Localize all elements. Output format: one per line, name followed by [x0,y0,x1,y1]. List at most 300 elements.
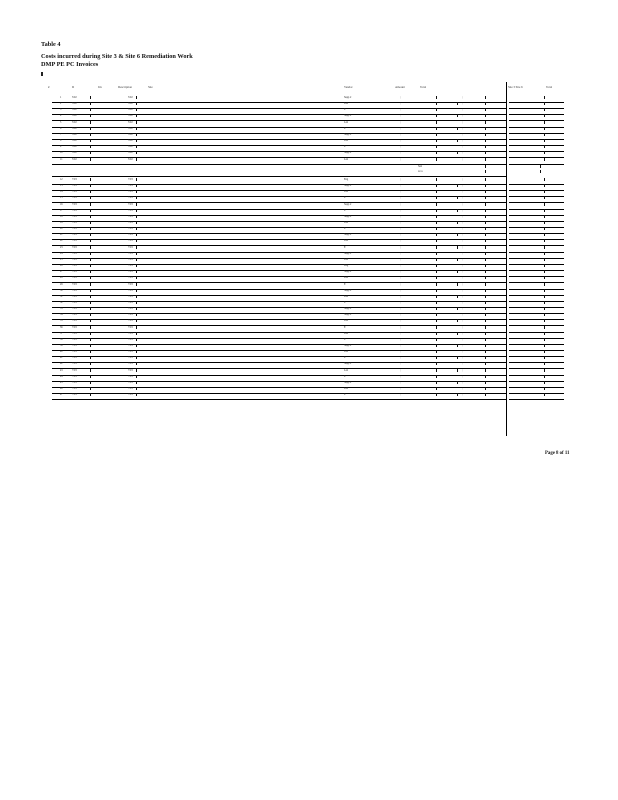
row-vendor: Supp 2 [344,307,352,311]
row-vendor: E [344,245,346,249]
row-number: 44 [60,374,63,378]
amount-mark [436,178,437,181]
row-date: 3/02 [72,96,77,99]
row-date: 7/03 [72,196,77,200]
amount-mark [436,356,437,359]
row-number: 9 [60,145,62,149]
row-mark [90,344,91,347]
row-mark [136,145,137,148]
site-total-mark [544,209,545,212]
row-vendor: Supp 2 [344,270,352,274]
row-mark [90,239,91,242]
row-mark [136,239,137,242]
row-invoice: 7/03 [128,300,133,304]
row-site: ; [400,239,401,243]
site-total-mark [544,158,545,161]
row-site: ; [400,362,401,366]
row-mark [136,393,137,396]
amount-sep: ; [462,132,463,136]
subtotal-mark [540,170,541,173]
row-date: 7/03 [72,307,77,311]
amount-mark [436,139,437,142]
row-site: ; [400,196,401,200]
column-header: Site 3 Site 6 [508,85,523,89]
subtotal-mark [485,165,486,168]
total-mark [485,295,486,298]
row-number: 47 [60,393,63,397]
total-mark [485,246,486,249]
row-site: ; [400,325,401,329]
site-total-mark [544,283,545,286]
row-invoice: 7/03 [128,387,133,391]
row-invoice: 7/03 [128,331,133,335]
site-total-mark [544,233,545,236]
row-mark [136,344,137,347]
row-mark [90,127,91,130]
amount-mark [457,258,458,261]
amount-sep: ; [462,319,463,323]
row-mark [136,102,137,105]
row-invoice: 3/02 [128,120,133,124]
row-number: 31 [60,294,63,298]
site-total-mark [544,332,545,335]
row-invoice: 7/03 [128,208,133,212]
amount-mark [436,258,437,261]
row-number: 36 [60,325,63,329]
total-mark [485,184,486,187]
row-number: 14 [60,190,63,194]
amount-sep: ; [462,344,463,347]
row-date: 7/03 [72,393,77,397]
row-mark [136,356,137,359]
total-mark [485,221,486,224]
amount-mark [457,381,458,384]
total-mark [485,289,486,292]
row-mark [136,227,137,230]
row-invoice: 7/03 [128,227,133,231]
amount-sep: ; [462,270,463,274]
row-invoice: 7/03 [128,177,133,181]
row-mark [90,319,91,322]
total-mark [485,283,486,286]
site-total-mark [544,108,545,111]
row-site: ; [400,114,401,118]
row-date: 7/03 [72,264,77,268]
row-invoice: 7/03 [128,350,133,354]
row-site: ; [400,257,401,261]
row-vendor: Lab [344,294,349,298]
page-title: Costs incurred during Site 3 & Site 6 Remediation Work [41,53,193,60]
row-vendor: E [344,282,346,286]
row-mark [136,246,137,249]
row-vendor: Supp 2 [344,114,352,118]
row-invoice: 7/03 [128,202,133,206]
row-invoice: 3/02 [128,151,133,155]
total-mark [485,102,486,105]
row-number: 15 [60,196,63,200]
row-site: ; [400,157,401,161]
row-date: 7/03 [72,177,77,181]
amount-mark [457,307,458,310]
amount-sep: ; [462,233,463,237]
amount-sep: ; [462,221,463,224]
site-total-mark [544,239,545,242]
amount-mark [457,233,458,236]
row-vendor: Supp 2 [344,151,352,155]
site-total-mark [544,151,545,154]
amount-mark [436,227,437,230]
total-mark [485,381,486,384]
row-number: 46 [60,387,63,391]
row-mark [90,252,91,255]
row-invoice: 7/03 [128,380,133,384]
row-vendor: Eng [344,264,349,268]
total-mark [485,276,486,279]
row-mark [136,203,137,206]
amount-sep: ; [462,108,463,112]
row-site: ; [400,245,401,249]
row-vendor: Lab [344,221,349,224]
amount-sep: ; [462,251,463,255]
row-mark [90,102,91,105]
total-mark [485,233,486,236]
amount-mark [436,190,437,193]
row-site: ; [400,270,401,274]
page-subtitle: DMP PE PC Invoices [41,61,99,68]
total-mark [485,270,486,273]
row-site: ; [400,102,401,106]
amount-mark [436,264,437,267]
row-number: 1 [60,96,62,99]
row-number: 26 [60,264,63,268]
amount-mark [436,295,437,298]
row-invoice: 7/03 [128,233,133,237]
row-mark [90,133,91,136]
amount-mark [436,221,437,224]
row-invoice: 3/02 [128,157,133,161]
amount-sep: ; [462,374,463,378]
row-site: ; [400,344,401,347]
row-vendor: Lab [344,139,349,143]
row-number: 2 [60,102,62,106]
amount-mark [436,96,437,99]
amount-mark [436,283,437,286]
row-site: ; [400,393,401,397]
total-mark [485,326,486,329]
row-vendor: Supp 2 [344,362,352,366]
row-site: ; [400,368,401,372]
amount-mark [457,344,458,347]
site-total-mark [544,319,545,322]
row-mark [90,332,91,335]
total-mark [485,307,486,310]
column-header: Total [420,85,427,89]
amount-mark [436,369,437,372]
amount-sep: ; [462,102,463,106]
row-mark [136,326,137,329]
row-invoice: 3/02 [128,132,133,136]
row-date: 7/03 [72,331,77,335]
row-number: 3 [60,108,62,112]
row-date: 7/03 [72,344,77,347]
row-invoice: 3/02 [128,126,133,130]
amount-sep: ; [462,393,463,397]
row-site: ; [400,233,401,237]
amount-mark [436,196,437,199]
row-site: ; [400,151,401,155]
page-footer: Page 8 of 11 [545,451,570,456]
amount-sep: ; [462,239,463,243]
amount-sep: ; [462,325,463,329]
row-mark [90,369,91,372]
site-total-mark [544,369,545,372]
row-invoice: 7/03 [128,356,133,360]
row-invoice: 7/03 [128,270,133,274]
amount-mark [457,283,458,286]
site-total-mark [544,326,545,329]
total-mark [485,151,486,154]
row-vendor: E [344,300,346,304]
row-invoice: 7/03 [128,264,133,268]
row-invoice: 7/03 [128,368,133,372]
row-vendor: Supp 2 [344,251,352,255]
row-site: ; [400,331,401,335]
row-vendor: Lab [344,239,349,243]
row-vendor: Supp 2 [344,233,352,237]
row-site: ; [400,313,401,317]
row-invoice: 3/02 [128,108,133,112]
row-date: 7/03 [72,319,77,323]
row-site: ; [400,132,401,136]
row-invoice: 7/03 [128,319,133,323]
row-mark [136,369,137,372]
row-number: 38 [60,337,63,341]
table-label: Table 4 [41,41,61,48]
site-total-mark [544,102,545,105]
row-mark [136,114,137,117]
row-date: 7/03 [72,221,77,224]
row-number: 43 [60,368,63,372]
row-date: 7/03 [72,387,77,391]
row-site: ; [400,177,401,181]
total-mark [485,362,486,365]
row-date: 3/02 [72,139,77,143]
row-number: 32 [60,300,63,304]
row-date: 3/02 [72,145,77,149]
row-site: ; [400,294,401,298]
site-total-mark [544,145,545,148]
row-date: 7/03 [72,282,77,286]
row-invoice: 7/03 [128,313,133,317]
group-rule [52,176,506,177]
row-site: ; [400,120,401,124]
row-vendor: Supp 2 [344,313,352,317]
site-total-mark [544,127,545,130]
amount-mark [457,196,458,199]
row-number: 35 [60,319,63,323]
amount-mark [457,295,458,298]
total-mark [485,332,486,335]
row-invoice: 7/03 [128,307,133,311]
amount-sep: ; [462,264,463,268]
row-mark [90,178,91,181]
row-vendor: E [344,356,346,360]
amount-mark [457,184,458,187]
row-vendor: E [344,325,346,329]
row-number: 28 [60,276,63,280]
row-invoice: 7/03 [128,257,133,261]
row-mark [90,295,91,298]
row-mark [90,184,91,187]
row-mark [136,151,137,154]
row-number: 8 [60,139,62,143]
amount-mark [436,233,437,236]
row-site: ; [400,214,401,218]
row-date: 7/03 [72,276,77,280]
amount-mark [457,114,458,117]
row-mark [90,246,91,249]
row-invoice: 7/03 [128,251,133,255]
amount-mark [436,246,437,249]
row-vendor: Lab [344,157,349,161]
row-number: 45 [60,380,63,384]
total-mark [485,258,486,261]
total-mark [485,369,486,372]
amount-sep: ; [462,184,463,188]
row-vendor: Supp 2 [344,202,352,206]
amount-mark [457,221,458,224]
amount-mark [436,239,437,242]
row-vendor: Lab [344,190,349,194]
site-total-mark [544,139,545,142]
row-rule [509,164,564,165]
row-site: ; [400,139,401,143]
row-mark [90,326,91,329]
row-date: 3/02 [72,151,77,155]
row-site: ; [400,307,401,311]
amount-sep: ; [462,368,463,372]
column-header: Site [148,85,153,89]
site-total-mark [544,184,545,187]
site-total-mark [544,258,545,261]
row-mark [136,313,137,316]
row-mark [136,283,137,286]
row-date: 7/03 [72,294,77,298]
row-invoice: 3/02 [128,114,133,118]
amount-sep: ; [462,196,463,200]
row-site: ; [400,276,401,280]
total-mark [485,196,486,199]
row-mark [136,332,137,335]
row-mark [136,387,137,390]
row-invoice: 3/02 [128,139,133,143]
row-mark [136,215,137,218]
total-mark [485,313,486,316]
row-site: ; [400,356,401,360]
row-number: 29 [60,282,63,286]
row-date: 7/03 [72,368,77,372]
total-mark [485,96,486,99]
row-number: 34 [60,313,63,317]
row-number: 18 [60,214,63,218]
row-vendor: Supp 2 [344,96,352,99]
row-number: 22 [60,239,63,243]
row-vendor: Supp 2 [344,288,352,292]
site-total-mark [544,313,545,316]
row-mark [90,145,91,148]
row-mark [136,264,137,267]
row-vendor: E [344,393,346,397]
row-number: 16 [60,202,63,206]
amount-mark [436,209,437,212]
row-number: 20 [60,227,63,231]
row-mark [136,209,137,212]
row-invoice: 7/03 [128,393,133,397]
site-total-mark [544,96,545,99]
row-mark [90,301,91,304]
row-vendor: Lab [344,331,349,335]
row-site: ; [400,227,401,231]
row-mark [90,227,91,230]
row-mark [90,338,91,341]
site-total-mark [544,215,545,218]
row-vendor: Eng [344,177,349,181]
row-date: 7/03 [72,251,77,255]
row-vendor: E [344,374,346,378]
row-vendor: E [344,208,346,212]
amount-mark [457,102,458,105]
amount-sep: ; [462,190,463,194]
amount-sep: ; [462,114,463,118]
site-total-mark [544,178,545,181]
total-mark [485,178,486,181]
site-total-mark [544,356,545,359]
row-invoice: 7/03 [128,344,133,347]
row-mark [136,276,137,279]
row-vendor: Supp 2 [344,380,352,384]
amount-mark [436,108,437,111]
row-mark [136,307,137,310]
amount-sep: ; [462,214,463,218]
row-number: 40 [60,350,63,354]
column-header: Total [546,85,553,89]
row-mark [90,307,91,310]
total-mark [485,301,486,304]
row-mark [90,114,91,117]
row-vendor: Lab [344,257,349,261]
site-total-mark [544,196,545,199]
row-rule [509,399,564,400]
row-invoice: 7/03 [128,184,133,188]
amount-sep: ; [462,380,463,384]
site-total-mark [544,221,545,224]
total-mark [485,393,486,396]
amount-mark [436,350,437,353]
column-header: Description [118,85,132,89]
row-vendor: Supp 2 [344,184,352,188]
row-site: ; [400,300,401,304]
row-vendor: E [344,196,346,200]
amount-mark [457,393,458,396]
row-mark [136,108,137,111]
row-mark [90,387,91,390]
row-date: 3/02 [72,132,77,136]
amount-mark [436,133,437,136]
row-mark [136,121,137,124]
amount-sep: ; [462,294,463,298]
row-vendor: Lab [344,368,349,372]
row-invoice: 3/02 [128,102,133,106]
